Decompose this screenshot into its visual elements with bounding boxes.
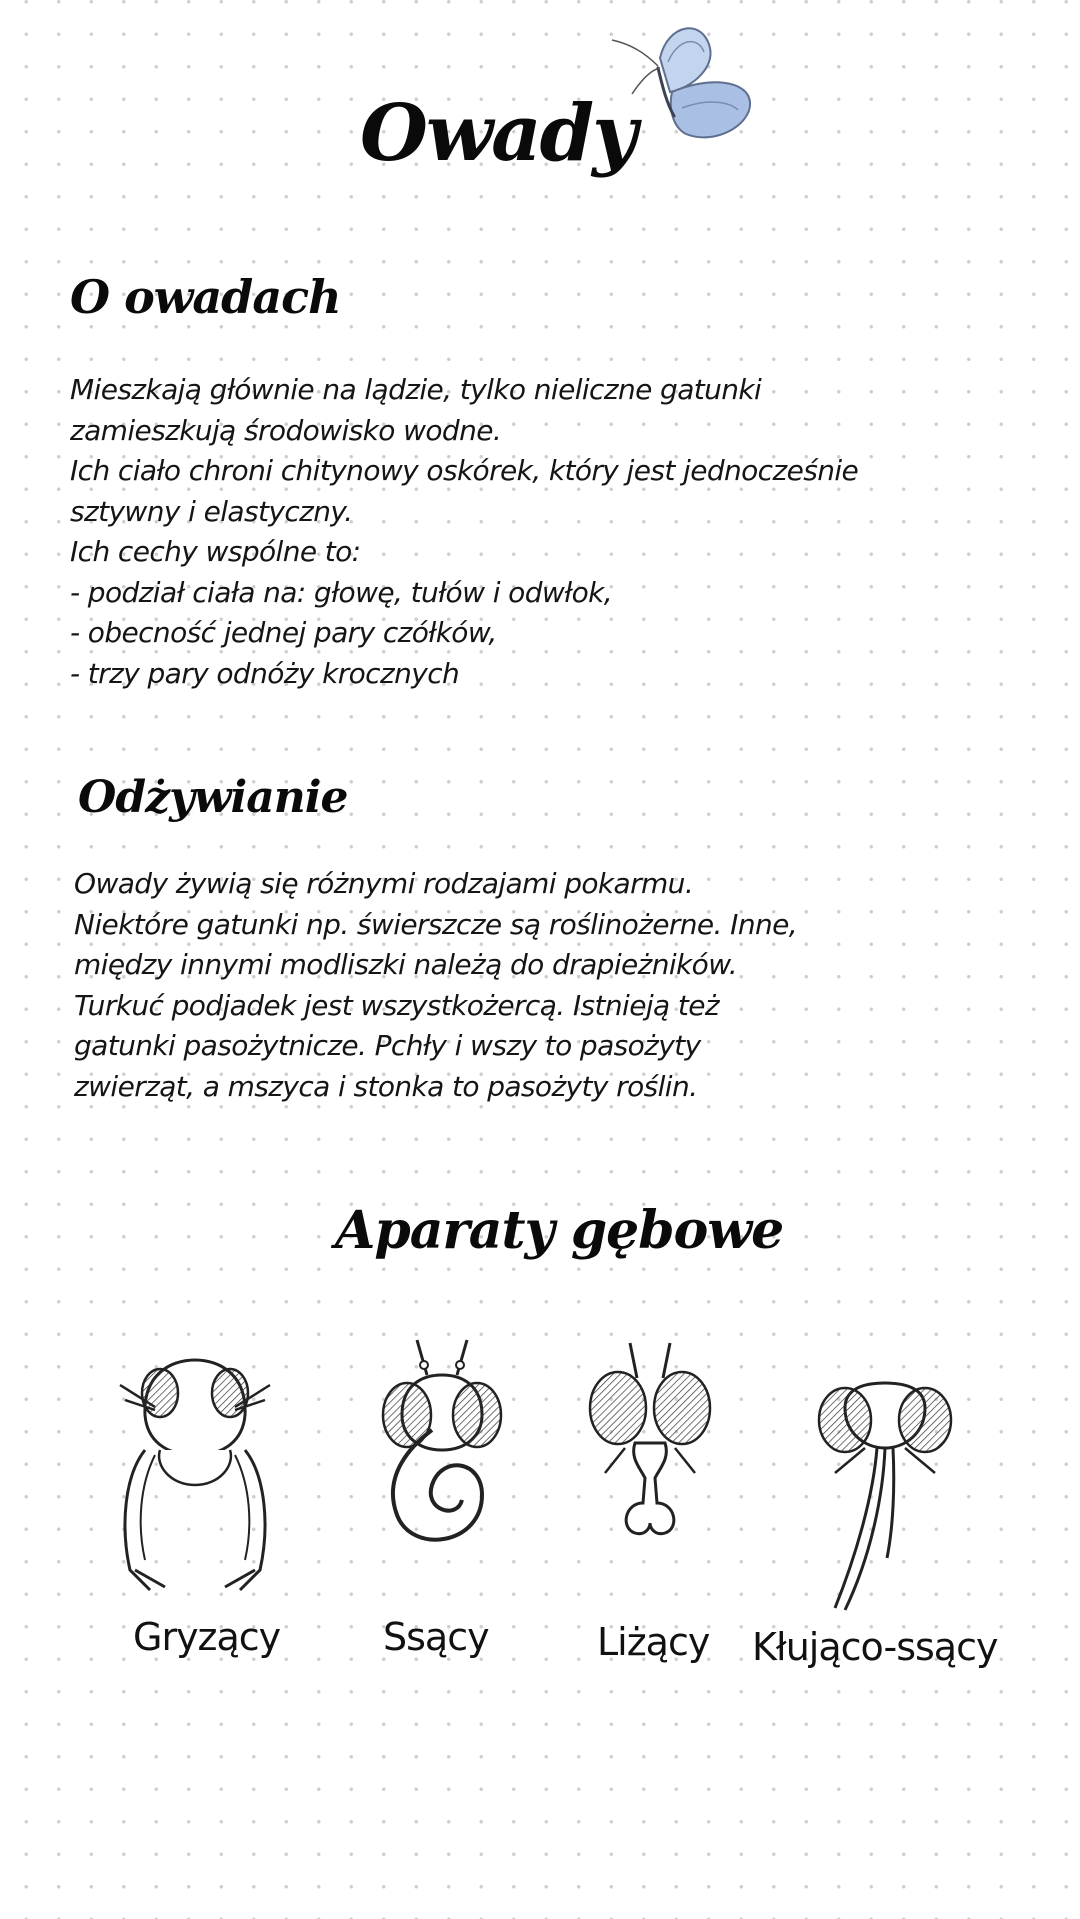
text-line: Owady żywią się różnymi rodzajami pokarmu.: [74, 867, 694, 900]
text-line: zwierząt, a mszyca i stonka to pasożyty roślin.: [74, 1069, 698, 1103]
text-line: Mieszkają głównie na lądzie, tylko nieliczne gatunki: [70, 373, 762, 406]
page-title: Owady: [360, 88, 636, 179]
list-item: - trzy pary odnóży krocznych: [70, 656, 460, 690]
butterfly-icon: [598, 18, 758, 158]
label-licking: Liżący: [597, 1620, 710, 1664]
text-line: gatunki pasożytnicze. Pchły i wszy to pasożyty: [74, 1029, 701, 1062]
chewing-mouthparts-icon: [115, 1355, 275, 1605]
mouthparts-heading: Aparaty gębowe: [335, 1200, 784, 1261]
label-sucking: Ssący: [383, 1615, 489, 1659]
text-line: Turkuć podjadek jest wszystkożercą. Istnieją też: [74, 988, 719, 1022]
sucking-mouthparts-icon: [372, 1335, 512, 1555]
feeding-heading: Odżywianie: [78, 772, 348, 823]
text-line: Ich ciało chroni chitynowy oskórek, który jest jednocześnie: [70, 454, 859, 487]
piercing-sucking-mouthparts-icon: [815, 1378, 955, 1618]
label-piercing-sucking: Kłująco-ssący: [752, 1625, 998, 1669]
text-line: między innymi modliszki należą do drapieżników.: [74, 948, 738, 981]
licking-mouthparts-icon: [585, 1338, 715, 1548]
about-paragraph: [70, 370, 859, 694]
list-item: - podział ciała na: głowę, tułów i odwłok,: [70, 575, 613, 609]
list-item: - obecność jednej pary czółków,: [70, 616, 497, 649]
text-line: sztywny i elastyczny.: [70, 494, 353, 528]
label-chewing: Gryzący: [133, 1615, 281, 1659]
text-line: Ich cechy wspólne to:: [70, 535, 361, 568]
text-line: Niektóre gatunki np. świerszcze są roślinożerne. Inne,: [74, 907, 798, 941]
feeding-paragraph: [74, 864, 798, 1107]
about-heading: O owadach: [70, 270, 341, 324]
text-line: zamieszkują środowisko wodne.: [70, 413, 502, 447]
